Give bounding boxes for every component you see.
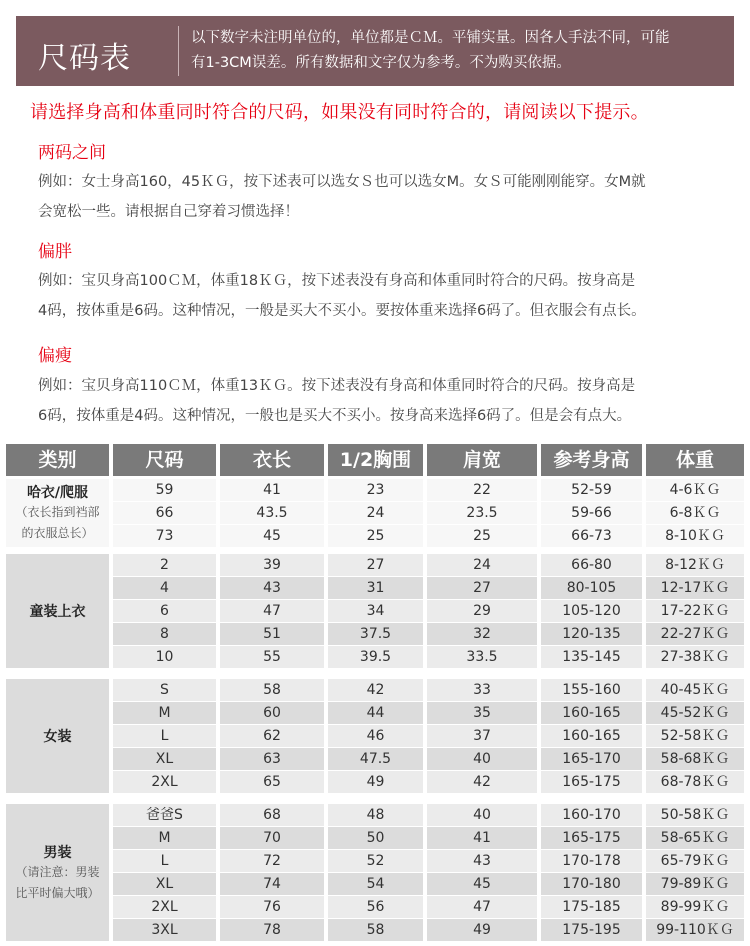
table-cell: 43 [220,577,324,599]
group-note: （请注意：男装 [15,864,100,879]
table-cell: 68-78ＫＧ [646,771,744,793]
table-cell: 33 [427,679,537,701]
table-cell: 105-120 [541,600,642,622]
table-cell: 120-135 [541,623,642,645]
table-cell: 62 [220,725,324,747]
table-cell: 45-52ＫＧ [646,702,744,724]
table-cell: 48 [328,804,423,826]
group-men [6,804,744,941]
table-cell: 6 [113,600,216,622]
table-cell: 37.5 [328,623,423,645]
table-cell: 45 [427,873,537,895]
table-cell: 55 [220,646,324,668]
table-cell: 4 [113,577,216,599]
table-cell: 78 [220,919,324,941]
table-cell: 40 [427,804,537,826]
table-cell: 70 [220,827,324,849]
table-cell: 3XL [113,919,216,941]
table-cell: 32 [427,623,537,645]
table-cell: 72 [220,850,324,872]
table-cell: 99-110ＫＧ [646,919,744,941]
table-cell: 24 [328,502,423,524]
table-cell: 10 [113,646,216,668]
table-cell: 52-58ＫＧ [646,725,744,747]
measurement-note-line-2: 有1-3CM误差。所有数据和文字仅为参考。不为购买依据。 [191,55,571,71]
table-cell: 27 [427,577,537,599]
header-half-chest: 1/2胸围 [328,444,423,476]
table-cell: 52 [328,850,423,872]
table-cell: 79-89ＫＧ [646,873,744,895]
table-cell: 41 [220,479,324,501]
group-label [6,679,109,793]
table-cell: 45 [220,525,324,547]
table-cell: 47 [220,600,324,622]
header-ref-height: 参考身高 [541,444,642,476]
table-cell: 58-68ＫＧ [646,748,744,770]
group-name: 女装 [43,729,72,745]
header-size: 尺码 [113,444,216,476]
table-cell: 27 [328,554,423,576]
table-cell: 66-73 [541,525,642,547]
tip-line: 例如：宝贝身高110ＣＭ，体重13ＫＧ。按下述表没有身高和体重同时符合的尺码。按身高是 [38,378,636,394]
table-cell: 8 [113,623,216,645]
table-cell: XL [113,873,216,895]
measurement-note [191,26,731,76]
tip-line: 例如：宝贝身高100ＣＭ，体重18ＫＧ，按下述表没有身高和体重同时符合的尺码。按身高是 [38,273,636,289]
table-cell: L [113,850,216,872]
table-cell: 80-105 [541,577,642,599]
table-cell: S [113,679,216,701]
table-cell: 43.5 [220,502,324,524]
table-cell: 49 [328,771,423,793]
table-cell: 51 [220,623,324,645]
table-cell: 2 [113,554,216,576]
tip-title-heavier: 偏胖 [38,242,72,262]
table-cell: 60 [220,702,324,724]
table-cell: 58-65ＫＧ [646,827,744,849]
table-cell: 49 [427,919,537,941]
table-cell: 76 [220,896,324,918]
table-cell: 50 [328,827,423,849]
table-cell: 24 [427,554,537,576]
table-cell: 2XL [113,896,216,918]
header-banner [16,16,734,86]
table-cell: 50-58ＫＧ [646,804,744,826]
table-cell: 33.5 [427,646,537,668]
header-category: 类别 [6,444,109,476]
table-cell: 47.5 [328,748,423,770]
table-cell: 25 [427,525,537,547]
table-cell: 58 [328,919,423,941]
table-cell: 165-175 [541,771,642,793]
table-cell: 59 [113,479,216,501]
table-cell: M [113,827,216,849]
table-cell: 22-27ＫＧ [646,623,744,645]
group-romper [6,479,744,547]
table-cell: 66 [113,502,216,524]
table-cell: 4-6ＫＧ [646,479,744,501]
group-note: （衣长指到裆部 [15,505,100,519]
tip-body-heavier [38,266,718,326]
tip-line: 会宽松一些。请根据自己穿着习惯选择！ [38,204,299,220]
table-cell: 29 [427,600,537,622]
group-note: 比平时偏大哦） [15,885,100,900]
table-cell: 39 [220,554,324,576]
table-cell: 73 [113,525,216,547]
group-name: 哈衣/爬服 [26,485,89,501]
table-cell: 165-175 [541,827,642,849]
table-cell: 23 [328,479,423,501]
table-cell: 34 [328,600,423,622]
tip-body-thinner [38,371,718,431]
table-cell: 65 [220,771,324,793]
tip-title-between-sizes: 两码之间 [38,143,106,163]
table-cell: 37 [427,725,537,747]
table-cell: 63 [220,748,324,770]
table-cell: 170-178 [541,850,642,872]
page-title: 尺码表 [38,41,131,76]
table-cell: 74 [220,873,324,895]
tip-body-between-sizes [38,167,718,227]
table-cell: 27-38ＫＧ [646,646,744,668]
table-cell: 41 [427,827,537,849]
table-cell: 12-17ＫＧ [646,577,744,599]
table-cell: 170-180 [541,873,642,895]
table-cell: 54 [328,873,423,895]
group-note: 的衣服总长） [21,526,94,540]
main-tip: 请选择身高和体重同时符合的尺码，如果没有同时符合的，请阅读以下提示。 [30,102,649,123]
table-cell: 52-59 [541,479,642,501]
table-cell: 89-99ＫＧ [646,896,744,918]
table-cell: 160-165 [541,702,642,724]
table-cell: 155-160 [541,679,642,701]
group-kids-top [6,554,744,668]
table-cell: 47 [427,896,537,918]
table-cell: 40 [427,748,537,770]
header-weight: 体重 [646,444,744,476]
table-cell: 46 [328,725,423,747]
group-label [6,554,109,668]
table-cell: 175-195 [541,919,642,941]
tip-title-thinner: 偏瘦 [38,346,72,366]
group-women [6,679,744,793]
table-cell: 44 [328,702,423,724]
measurement-note-line-1: 以下数字未注明单位的，单位都是ＣＭ。平铺实量。因各人手法不同，可能 [191,30,670,46]
table-cell: 135-145 [541,646,642,668]
table-cell: 40-45ＫＧ [646,679,744,701]
table-cell: L [113,725,216,747]
table-cell: 31 [328,577,423,599]
group-name: 男装 [43,844,72,861]
table-cell: 42 [328,679,423,701]
table-cell: 175-185 [541,896,642,918]
table-cell: 66-80 [541,554,642,576]
table-header [6,444,744,476]
table-cell: 25 [328,525,423,547]
table-cell: 35 [427,702,537,724]
table-cell: 6-8ＫＧ [646,502,744,524]
header-shoulder: 肩宽 [427,444,537,476]
table-cell: 56 [328,896,423,918]
group-label [6,479,109,547]
tip-line: 4码，按体重是6码。这种情况，一般是买大不买小。要按体重来选择6码了。但衣服会有点长。 [38,303,646,319]
table-cell: 17-22ＫＧ [646,600,744,622]
table-cell: M [113,702,216,724]
table-cell: 65-79ＫＧ [646,850,744,872]
tip-line: 例如：女士身高160，45ＫＧ，按下述表可以选女Ｓ也可以选女M。女Ｓ可能刚刚能穿。女M就 [38,174,646,190]
table-cell: 68 [220,804,324,826]
table-cell: 42 [427,771,537,793]
table-cell: 39.5 [328,646,423,668]
table-cell: 165-170 [541,748,642,770]
header-length: 衣长 [220,444,324,476]
group-name: 童装上衣 [29,604,86,620]
table-cell: 59-66 [541,502,642,524]
banner-divider [178,26,179,76]
tip-line: 6码，按体重是4码。这种情况，一般也是买大不买小。按身高来选择6码了。但是会有点大。 [38,408,632,424]
table-cell: 2XL [113,771,216,793]
table-cell: 43 [427,850,537,872]
group-label [6,804,109,941]
table-cell: 8-10ＫＧ [646,525,744,547]
table-cell: 8-12ＫＧ [646,554,744,576]
table-cell: XL [113,748,216,770]
table-cell: 160-170 [541,804,642,826]
table-cell: 58 [220,679,324,701]
table-cell: 160-165 [541,725,642,747]
table-cell: 22 [427,479,537,501]
table-cell: 23.5 [427,502,537,524]
table-cell: 爸爸S [113,804,216,826]
